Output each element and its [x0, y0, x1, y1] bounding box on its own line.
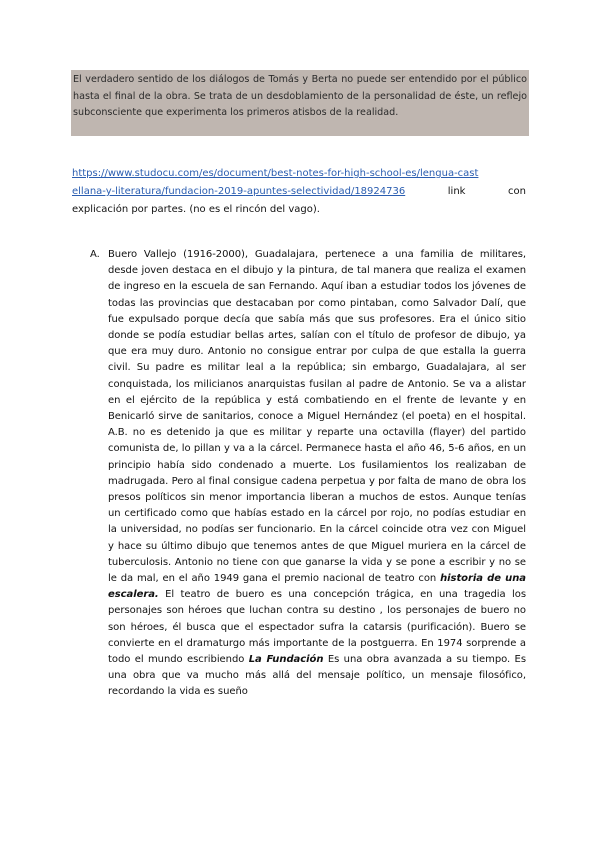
- studocu-link-part1[interactable]: https://www.studocu.com/es/document/best-notes-for-high-school-es/lengua-cast: [72, 168, 479, 179]
- studocu-link-part2[interactable]: ellana-y-literatura/fundacion-2019-apuntes-selectividad/18924736: [72, 186, 406, 197]
- list-item-text: [108, 247, 526, 701]
- highlighted-paragraph: [71, 70, 529, 136]
- link-explanation-text: explicación por partes. (no es el rincón del vago).: [72, 204, 320, 215]
- biography-text-part3: Es una obra avanzada a su tiempo. Es una obra que va mucho más allá del mensaje político, un mensaje filosófico, recordando la vida es sueño: [108, 654, 526, 698]
- title-la-fundacion: La Fundación: [248, 654, 324, 666]
- link-word: link: [447, 186, 466, 197]
- title-historia-de-una-escalera: historia de una escalera.: [108, 573, 526, 601]
- con-word: con: [508, 186, 526, 197]
- biography-text-part2: El teatro de buero es una concepción trágica, en una tragedia los personajes son héroes que luchan contra su destino , los personajes de buero no son héroes, él busca que el espectador sufra la catarsis (purificación). Buero se convierte en el dramaturgo más importante de la postguerra. En 1974 sorprende a todo el mundo escribiendo: [108, 589, 526, 666]
- list-item-a: [90, 247, 526, 701]
- highlighted-paragraph-text: El verdadero sentido de los diálogos de Tomás y Berta no puede ser entendido por el público hasta el final de la obra. Se trata de un desdoblamiento de la personalidad de éste, un reflejo subconsciente que experimenta los primeros atisbos de la realidad.: [73, 74, 527, 118]
- biography-text-part1: Buero Vallejo (1916-2000), Guadalajara, pertenece a una familia de militares, desde joven destaca en el dibujo y la pintura, de tal manera que realiza el examen de ingreso en la escuela de san Fernando. Aquí iban a estudiar todos los jóvenes de todas las provincias que destacaban por como pintaban, como Salvador Dalí, que fue expulsado porque decía que sabía más que sus profesores. Era el único sitio donde se podía estudiar bellas artes, salían con el título de profesor de dibujo, ya que era muy duro. Antonio no consigue entrar por culpa de que estalla la guerra civil. Su padre es militar leal a la república; sin embargo, Guadalajara, al ser conquistada, los milicianos anarquistas fusilan al padre de Antonio. Se va a alistar en el ejército de la república y está combatiendo en el frente de levante y en Benicarló sirve de sanitarios, conoce a Miguel Hernández (el poeta) en el hospital. A.B. no es detenido ja que es militar y reparte una octavilla (flayer) del partido comunista de, lo pillan y va a la cárcel. Permanece hasta el año 46, 5-6 años, en un principio había sido condenado a muerte. Los fusilamientos los realizaban de madrugada. Pero al final consigue cadena perpetua y por falta de mano de obra los presos políticos sin menor importancia liberan a muchos de estos. Aunque tenías un certificado como que habías estado en la cárcel por rojo, no podías estudiar en la universidad, no podías ser funcionario. En la cárcel coincide otra vez con Miguel y hace su último dibujo que tenemos antes de que Miguel muriera en la cárcel de tuberculosis. Antonio no tiene con que ganarse la vida y se pone a escribir y no se le da mal, en el año 1949 gana el premio nacional de teatro con: [108, 249, 526, 585]
- link-paragraph: [72, 165, 526, 219]
- list-marker: A.: [90, 249, 100, 260]
